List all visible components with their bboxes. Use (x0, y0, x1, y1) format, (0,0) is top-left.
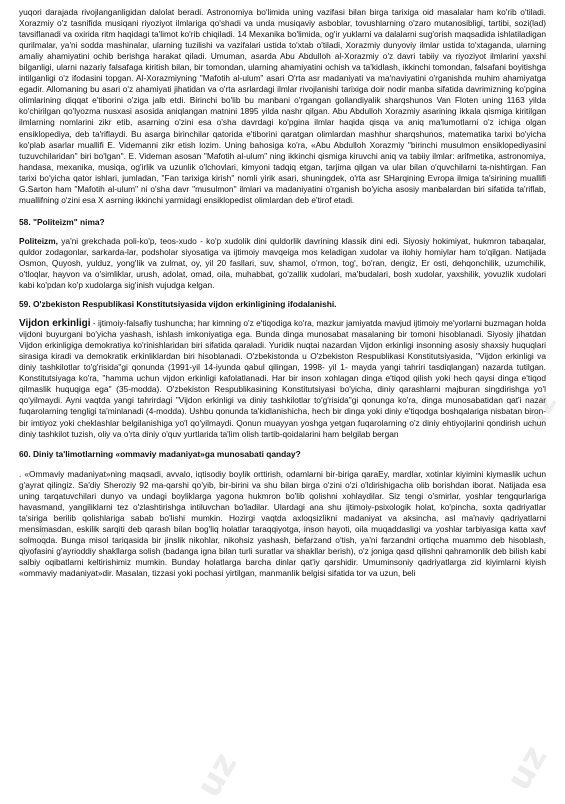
intro-paragraph: yuqori darajada rivojlanganligidan dalolat beradi. Astronomiya bo'limida uning vazifasi bilan birga tarixiga oid masalalar ham ko'rib o'tiladi. Xorazmiy o'z tasnifida musiqani riyoziyot ilmlariga qo'shadi va unda musiqaviy asboblar, tovushlarning o'zaro mutanosibligi, tartibi, sozi(lad) tavsiflanadi va oxirida ritm haqidagi ta'limot ko'rib chiqiladi. 14 Mexanika bo'limida, og'ir yuklarni va dalalarni sug'orish maqsadida ishlatiladigan qurilmalar, ya'ni sodda mashinalar, ularning tuzilishi va vazifalari ustida to'xtab o'tiladi, Xorazmiy dunyoviy ilmlar ustida to'xtaganda, ularning amaliy ahamiyatini ochib berishga harakat qiladi. Umuman, asarda Abu Abdulloh al-Xorazmiy o'z davri tabiiy va riyoziyot ilmlarini yaxshi bilganligi, ularni nazariy falsafaga kiritish bilan, bir tomondan, ularning ahamiyatini ochish va ta'kidlash, ikkinchi tomondan, falsafani boyitishga intilganligi o'z ifodasini topgan. Al-Xorazmiyning "Mafotih al-ulum" asari O'rta asr madaniyati va ma'naviyatini o'rganishda muhim ahamiyatga egadir. Allomaning bu asari o'z ahamiyati jihatidan va o'rta asrlardagi ilmlar rivojlanishi tarixiga doir nodir manba sifatida davrimizning ko'pgina olimlarining diqqat e'tiborini o'ziga jalb etdi. Birinchi bo'lib bu manbani o'rgangan gollandiyalik sharqshunos Van Floten uning 1163 yilda ko'chirilgan qo'lyozma nusxasi asosida aniqlangan matnini 1895 yilda nashr qilgan. Abu Abdulloh Xorazmiy asarining ikkala qismiga kiritilgan ilmlarning nomlarini zikr etib, asarning o'zini esa o'sha davrdagi ko'pgina ilmlar haqida qisqa va aniq ma'lumotlarni o'z ichiga olgan ensiklopediya, deb ta'riflaydi. Bu asarga birinchilar qatorida e'tiborini qaratgan olimlardan mashhur sharqshunos, matematika tarixi bo'yicha ko'plab asarlar muallifi E. Videmanni zikr etish lozim. Uning bahosiga ko'ra, «Abu Abdulloh Xorazmiy "birinchi musulmon ensiklopediyasini tuzuvchilaridan" biri bo'lgan". E. Videman asosan "Mafotih al-ulum" ning ikkinchi qismiga kiruvchi aniq va tabiiy ilmlar: arifmetika, astronomiya, handasa, mexanika, musiqa, og'irlik va uzunlik o'lchovlari, kimyoni tadqiq etgan, tarjima qilgan va ular bilan o'quvchilarni ta-nishtirgan. Fan tarixi bo'yicha qator ishlari, jumladan, "Fan tarixiga kirish" nomli yirik asari, shuningdek, o'rta asr SHarqining Evropa ilmiga ta'sirining muallifi G.Sarton ham "Mafotih al-ulum" ni o'sha davr "musulmon" ilmlari va madaniyatini o'rganish bo'yicha asosiy manbalardan biri sifatida ta'riflab, muallifning o'zini esa X asrning ikkinchi yarmidagi ensiklopedist olimlardan deb e'tirof etadi. (19, 7, 546, 205)
question-58-text: ya'ni grekchada poli-ko'p, teos-xudo - ko'p xudolik dini quldorlik davrining klassik dini edi. Siyosiy hokimiyat, hukmron tabaqalar, quldor zodagonlar, sarkarda-lar, podsholar siyosatiga va ijtimoiy mavqeiga mos keladigan xudolar va ilohiy homiylar ham to'qilgan. Natijada Osmon, Quyosh, yulduz, yong'lik va zulmat, oy, yil 20 fasllari, suv, shamol, o'rmon, tog', bo'ran, dengiz, Er osti, dehqonchilik, uzumchilik, o'tloqlar, hayvon va o'simliklar, urush, adolat, omad, oila, muhabbat, go'zallik xudolari, ma'budalari, bosh xudolar, yaxshilik, yovuzlik xudolari kabi ko'pdan ko'p xudolarga sig'inish vujudga kelgan. (19, 235, 546, 291)
question-59-heading: 59. O'zbekiston Respublikasi Konstitutsiyasida vijdon erkinligining ifodalanishi. (19, 299, 337, 310)
watermark-mark: uz (279, 511, 330, 564)
watermark-mark: uz (188, 745, 246, 804)
question-59-term: Vijdon erkinligi (19, 318, 91, 330)
watermark-mark: uz (514, 386, 565, 439)
watermark-mark: uz (9, 511, 60, 564)
question-58-term: Politeizm, (19, 235, 58, 246)
question-59-text: - ijtimoiy-falsafiy tushuncha; har kimning o'z e'tiqodiga ko'ra, mazkur jamiyatda mavjud ijtimoiy me'yorlarni buzmagan holda vijdoni buyurgani bo'yicha yashash, ishlash imkoniyatiga ega. Bunda dinga munosabat masalaning bir tomoni hisoblanadi. Siyosiy jihatdan Vijdon erkinligiga demokratiya ko'rinishlaridan biri sifatida qaraladi. Yuridik nuqtai nazardan Vijdon erkinligi insonning asosiy shaxsiy huquqlari sirasiga kiradi va demokratik erkinliklardan biri hisoblanadi. O'zbekistonda u O'zbekiston Respublikasi Konstitutsiyasida, "Vijdon erkinligi va diniy tashkilotlar to'g'risida"gi qonunda (1991-yil 14-iyunda qabul qilingan, 1998- yil 1- mayda yangi tahriri tasdiqlangan) nazarda tutilgan. Konstitutsiyaga ko'ra, "hamma uchun vijdon erkinligi kafolatlanadi. Har bir inson xohlagan dinga e'tiqod qilish yoki hech qaysi dinga e'tiqod qilmaslik huquqiga ega" (35-modda). O'zbekiston Respublikasining Konstitutsiyasi bo'yicha, diniy qarashlarni majburan singdirishga yo'l qo'yilmaydi. Ayni vaqtda yangi tahrirdagi "Vijdon erkinligi va diniy tashkilotlar to'g'risida"gi qonunga ko'ra, dinga munosabatidan qat'i nazar fuqarolarning tengligi ta'minlanadi (4-modda). Ushbu qonunda ta'kidlanishicha, hech bir dinga yoki diniy e'tiqodga boshqalariga nisbatan biron-bir imtiyoz yoki cheklashlar belgilanishiga yo'l qo'yilmaydi. Qonun muayyan yoshga yetgan fuqarolarning o'z diniy ehtiyojlarini qondirish uchun diniy tashkilot tuzish, oliy va o'rta diniy o'quv yurtlarida ta'lim olish tartib-qoidalarini ham belgilab bergan (19, 318, 547, 439)
question-58-answer (19, 236, 546, 291)
watermark-mark: uz (498, 738, 556, 798)
question-58-heading: 58. "Politeizm" nima? (19, 216, 105, 227)
question-60-heading: 60. Diniy ta'limotlarning «ommaviy madaniyat»ga munosabati qanday? (19, 448, 301, 459)
document-page (19, 7, 546, 579)
question-60-answer: . «Ommaviy madaniyat»ning maqsadi, avvalo, iqtisodiy boylik orttirish, odamlarni bir-biriga qaraEy, mardlar, xotinlar kiyimini kiymaslik uchun g'ayrat qilingiz. Sa'diy Sheroziy 92 ma-qarshi qo'yib, bir-birini va shu bilan birga o'zini o'zi o'ldirishigacha olib borishdan iborat. Natijada esa uning tarqatuvchilari dunyo va undagi boyliklarga yagona hukmron bo'lib qolishni xohlaydilar. Siz tengi o'smirlar, yoshlar tengqurlariga havasmand, yangiliklarni tez o'zlashtirishga intiluvchan bo'ladilar. Ulardagi ana shu ijtimoiy-psixologik holat, ko'pincha, soxta qadriyatlar ta'siriga berilib qolishlariga sabab bo'lishi mumkin. Hozirgi vaqtda axloqsizlikni madaniyat va aksincha, asl ma'naviy qadriyatlarni mensimasdan, eskilik sarqiti deb qarash bilan bog'liq holatlar taraqqiyotga, inson hayoti, oila muqaddasligi va yoshlar tarbiyasiga katta xavf solmoqda. Bunga misol tariqasida bir jinslik nikohlar, nikohsiz yashash, befarzand o'tish, ya'ni farzandni ortiqcha muammo deb hisoblash, qiyofasini g'ayrioddiy shakllarga solish (badanga igna bilan turli suratlar va shakllar berish), o'z joniga qasd qilishni qahramonlik deb bilish kabi salbiy oqibatlarni keltirishimiz mumkin. Bunday holatlarga barcha dinlar qat'iy qarshidir. Umuminsoniy qadriyatlarga zid kiyimlarni kiyish «ommaviy madaniyat»dir. Masalan, tizzasi yoki pochasi yirtilgan, manmanlik belgisi sifatida tor va uzun, beli (19, 468, 546, 579)
question-59-answer (19, 318, 546, 440)
